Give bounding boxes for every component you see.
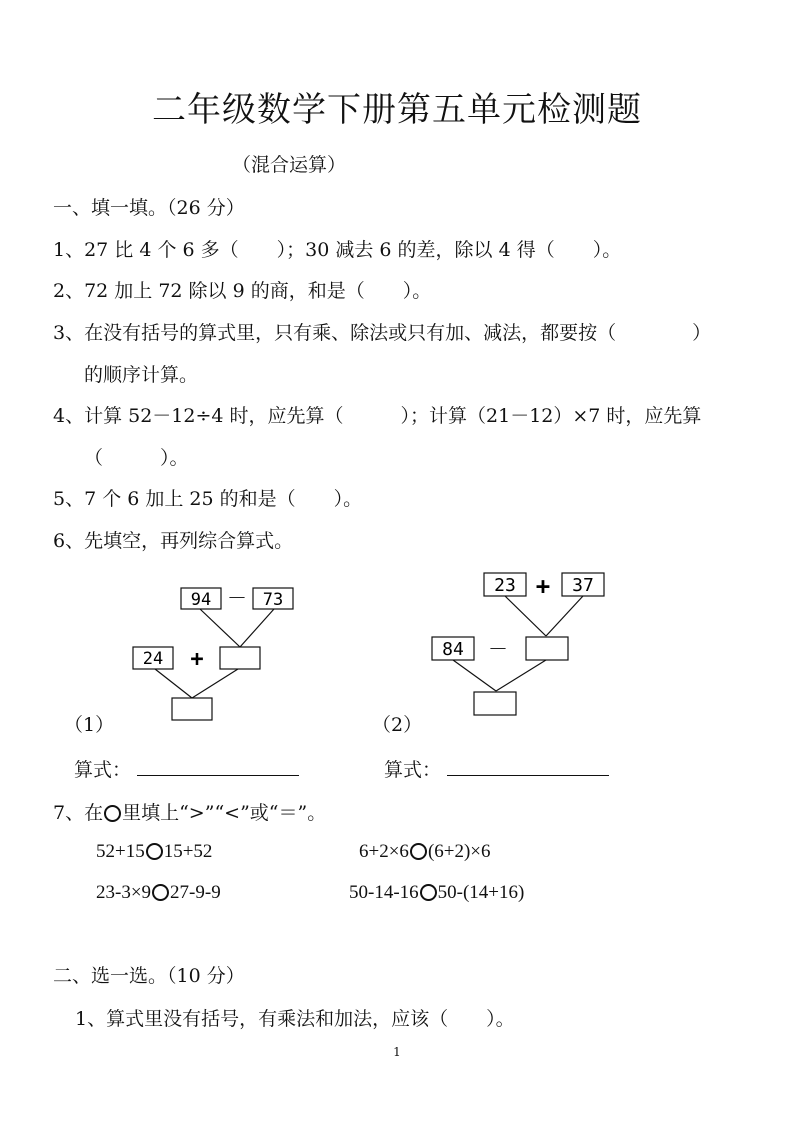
compare-left: 52+15 xyxy=(96,841,145,862)
diagram1-mid-left-value: 24 xyxy=(142,649,164,669)
page-title: 二年级数学下册第五单元检测题 xyxy=(152,90,642,130)
question-3-line2: 的顺序计算。 xyxy=(84,364,199,386)
question-1: 1、27 比 4 个 6 多（ ）；30 减去 6 的差，除以 4 得（ ）。 xyxy=(53,239,622,261)
question-3-line1: 3、在没有括号的算式里，只有乘、除法或只有加、减法，都要按（ ） xyxy=(53,322,712,344)
compare-left: 50-14-16 xyxy=(349,882,419,903)
compare-item xyxy=(96,841,212,863)
compare-right: 15+52 xyxy=(163,841,213,862)
compare-left: 23-3×9 xyxy=(96,882,152,903)
question-6: 6、先填空，再列综合算式。 xyxy=(53,530,294,552)
compare-item xyxy=(359,841,491,863)
question-4-line2: （ ）。 xyxy=(84,447,189,469)
diagram2-connector xyxy=(546,596,583,636)
formula-label-2: 算式： xyxy=(384,759,442,781)
compare-item xyxy=(349,882,524,904)
diagram2-top-left-value: 23 xyxy=(494,575,516,596)
compare-right: 50-(14+16) xyxy=(437,882,525,903)
section2-question-1: 1、算式里没有括号，有乘法和加法，应该（ ）。 xyxy=(75,1008,515,1030)
diagram2-connector xyxy=(453,660,496,691)
section1-heading: 一、填一填。（26 分） xyxy=(53,197,245,219)
compare-right: (6+2)×6 xyxy=(427,841,491,862)
diagram1-connector xyxy=(192,669,238,698)
diagram1-top-right-value: 73 xyxy=(262,590,284,610)
compare-circle[interactable] xyxy=(146,843,163,860)
diagram2-mid-left-value: 84 xyxy=(442,639,464,660)
compare-circle[interactable] xyxy=(152,884,169,901)
compare-left: 6+2×6 xyxy=(359,841,409,862)
circle-icon xyxy=(104,805,121,822)
formula-label-1: 算式： xyxy=(74,759,132,781)
diagram1-top-left-value: 94 xyxy=(190,590,212,610)
question-7-prefix: 7、在 xyxy=(53,802,104,824)
compare-item xyxy=(96,882,221,904)
diagram2-answer-box-bottom xyxy=(474,692,516,715)
diagram-2 xyxy=(420,565,620,725)
diagram2-top-right-value: 37 xyxy=(572,575,594,596)
formula-answer-line-2[interactable] xyxy=(447,775,609,776)
compare-circle[interactable] xyxy=(420,884,437,901)
page-number: 1 xyxy=(393,1045,401,1059)
diagram2-mid-op: － xyxy=(488,637,508,661)
diagram1-connector xyxy=(240,609,274,647)
diagram2-label: （2） xyxy=(372,714,423,736)
question-7 xyxy=(53,798,326,825)
diagram1-connector xyxy=(155,669,192,698)
diagram1-mid-op: + xyxy=(190,647,204,672)
diagram2-answer-box-mid xyxy=(526,637,568,660)
diagram1-answer-box-bottom xyxy=(172,698,212,720)
question-2: 2、72 加上 72 除以 9 的商，和是（ ）。 xyxy=(53,280,432,302)
question-7-suffix: 里填上“>”“<”或“＝”。 xyxy=(122,802,327,824)
formula-answer-line-1[interactable] xyxy=(137,775,299,776)
diagram2-connector xyxy=(505,596,546,636)
diagram1-top-op: － xyxy=(227,586,247,610)
question-4-line1: 4、计算 52－12÷4 时，应先算（ ）；计算（21－12）×7 时，应先算 xyxy=(53,405,702,427)
compare-circle[interactable] xyxy=(410,843,427,860)
diagram2-top-op: + xyxy=(535,572,551,600)
section2-heading: 二、选一选。（10 分） xyxy=(53,965,245,987)
question-5: 5、7 个 6 加上 25 的和是（ ）。 xyxy=(53,488,363,510)
diagram-1 xyxy=(120,580,320,730)
compare-right: 27-9-9 xyxy=(170,882,221,903)
diagram2-connector xyxy=(496,660,546,691)
diagram1-answer-box-mid xyxy=(220,647,260,669)
diagram1-label: （1） xyxy=(64,714,115,736)
page-subtitle: （混合运算） xyxy=(232,154,347,176)
diagram1-connector xyxy=(200,609,240,647)
